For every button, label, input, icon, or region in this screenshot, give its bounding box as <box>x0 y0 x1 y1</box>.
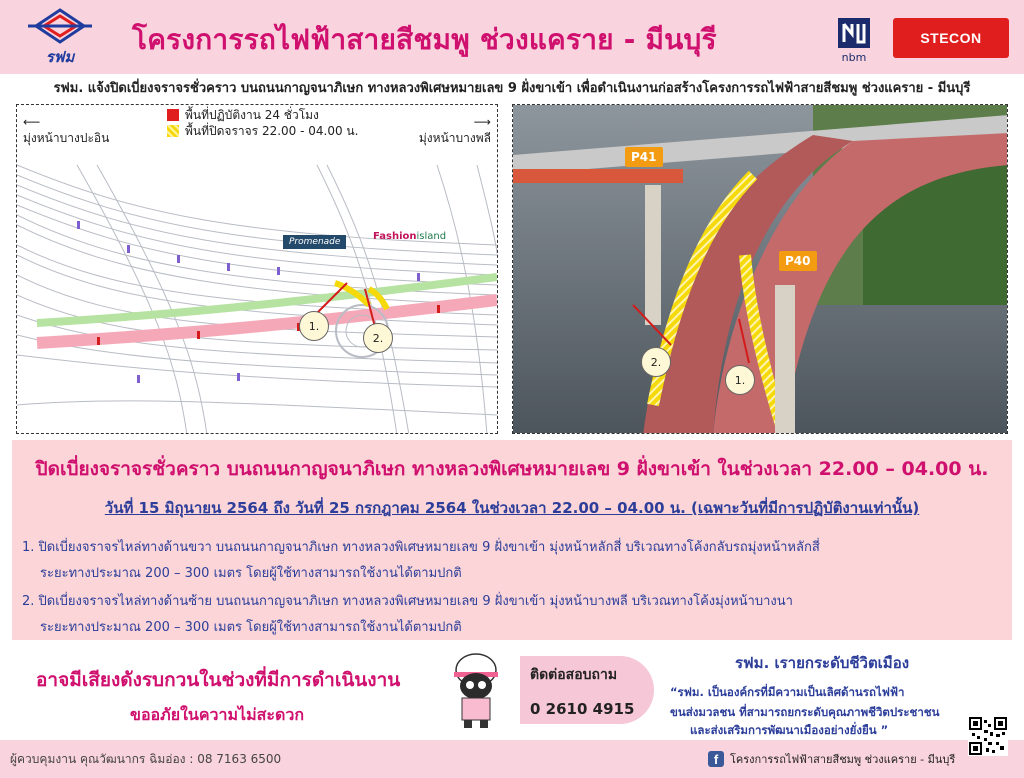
aerial-photo-panel <box>512 104 1008 434</box>
landmark-fashion-island <box>373 231 446 242</box>
road-map-drawing <box>17 105 498 434</box>
road-map-panel <box>16 104 498 434</box>
legend-label-work-area: พื้นที่ปฏิบัติงาน 24 ชั่วโมง <box>185 107 319 122</box>
legend-swatch-red <box>167 109 179 121</box>
legend-label-closure: พื้นที่ปิดจราจร 22.00 - 04.00 น. <box>185 123 359 138</box>
closure-notice <box>12 440 1012 640</box>
facebook-link[interactable] <box>708 750 955 768</box>
map-marker-1 <box>299 311 329 341</box>
notice-date-range: วันที่ 15 มิถุนายน 2564 ถึง วันที่ 25 กรกฎาคม 2564 ในช่วงเวลา 22.00 – 04.00 น. (เฉพาะวันที่มีการปฏิบัติงานเท่านั้น) <box>104 499 920 517</box>
notice-item-2-line-2: ระยะทางประมาณ 200 – 300 เมตร โดยผู้ใช้ทางสามารถใช้งานได้ตามปกติ <box>40 620 462 635</box>
arrow-left-icon: ⟵ <box>23 115 41 129</box>
map-legend <box>167 107 358 139</box>
nbm-logo <box>832 16 878 64</box>
vision-quote-line-2: ขนส่งมวลชน ที่สามารถยกระดับคุณภาพชีวิตประชาชน <box>670 705 940 719</box>
notice-title: ปิดเบี่ยงจราจรชั่วคราว บนถนนกาญจนาภิเษก ทางหลวงพิเศษหมายเลข 9 ฝั่งขาเข้า ในช่วงเวลา 22.00 – 04.00 น. <box>35 458 989 480</box>
facebook-icon: f <box>708 751 724 767</box>
pillar-p41-label: P41 <box>625 147 663 167</box>
vision-quote-line-1: “รฟม. เป็นองค์กรที่มีความเป็นเลิศด้านรถไฟฟ้า <box>670 685 905 699</box>
notice-item-1-line-1: 1. ปิดเบี่ยงจราจรไหล่ทางด้านขวา บนถนนกาญจนาภิเษก ทางหลวงพิเศษหมายเลข 9 ฝั่งขาเข้า มุ่งหน้าหลักสี่ บริเวณทางโค้งกลับรถมุ่งหน้าหลักสี่ <box>22 540 820 555</box>
contact-box <box>520 656 654 724</box>
legend-swatch-yellow <box>167 125 179 137</box>
island-label: island <box>416 231 447 242</box>
bottom-bar <box>0 740 1024 778</box>
direction-right-label: มุ่งหน้าบางพลี <box>418 131 491 145</box>
map-marker-2-label: 2. <box>372 331 384 345</box>
promenade-label: Promenade <box>289 237 341 247</box>
direction-left-label: มุ่งหน้าบางปะอิน <box>23 131 110 145</box>
pillar-p40-label: P40 <box>779 251 817 271</box>
apology-text: ขออภัยในความไม่สะดวก <box>130 705 305 724</box>
map-marker-2 <box>363 323 393 353</box>
photo-marker-1-label: 1. <box>734 373 746 387</box>
legend-item-closure <box>167 123 358 139</box>
subtitle: รฟม. แจ้งปิดเบี่ยงจราจรชั่วคราว บนถนนกาญจนาภิเษก ทางหลวงพิเศษหมายเลข 9 ฝั่งขาเข้า เพื่อดำเนินงานก่อสร้างโครงการรถไฟฟ้าสายสีชมพู ช่วงแคราย - มีนบุรี <box>53 81 971 96</box>
direction-left <box>23 115 109 148</box>
landmark-promenade <box>283 235 346 249</box>
stecon-logo-text: STECON <box>920 30 982 46</box>
aerial-photo-drawing <box>513 105 1008 434</box>
header-banner <box>0 0 1024 74</box>
vision-quote-line-3: และส่งเสริมการพัฒนาเมืองอย่างยั่งยืน ” <box>690 723 889 737</box>
facebook-page-name: โครงการรถไฟฟ้าสายสีชมพู ช่วงแคราย - มีนบุรี <box>730 753 956 766</box>
direction-right <box>419 115 491 148</box>
photo-marker-1 <box>725 365 755 395</box>
photo-marker-2-label: 2. <box>650 355 662 369</box>
fashion-label: Fashion <box>373 231 417 242</box>
map-marker-1-label: 1. <box>308 319 320 333</box>
slogan-title: รฟม. เรายกระดับชีวิตเมือง <box>735 654 910 672</box>
nbm-logo-text: nbm <box>841 51 867 64</box>
photo-marker-2 <box>641 347 671 377</box>
notice-item-2-line-1: 2. ปิดเบี่ยงจราจรไหล่ทางด้านซ้าย บนถนนกาญจนาภิเษก ทางหลวงพิเศษหมายเลข 9 ฝั่งขาเข้า มุ่งหน้าบางพลี บริเวณทางโค้งมุ่งหน้าบางนา <box>22 594 793 609</box>
qr-code-icon[interactable] <box>968 716 1008 756</box>
notice-item-1-line-2: ระยะทางประมาณ 200 – 300 เมตร โดยผู้ใช้ทางสามารถใช้งานได้ตามปกติ <box>40 566 462 581</box>
mascot-worker-icon <box>448 652 504 730</box>
contact-label: ติดต่อสอบถาม <box>530 667 618 683</box>
page-title: โครงการรถไฟฟ้าสายสีชมพู ช่วงแคราย - มีนบุรี <box>132 23 717 56</box>
arrow-right-icon: ⟶ <box>473 115 491 129</box>
contact-phone[interactable]: 0 2610 4915 <box>530 700 635 718</box>
srt-logo-text: รฟม <box>45 48 75 66</box>
coordinator-contact: ผู้ควบคุมงาน คุณวัฒนากร ฉิมอ่อง : 08 7163 6500 <box>10 752 282 766</box>
srt-logo <box>14 8 106 68</box>
noise-warning: อาจมีเสียงดังรบกวนในช่วงที่มีการดำเนินงาน <box>36 669 401 691</box>
stecon-logo <box>893 18 1009 58</box>
